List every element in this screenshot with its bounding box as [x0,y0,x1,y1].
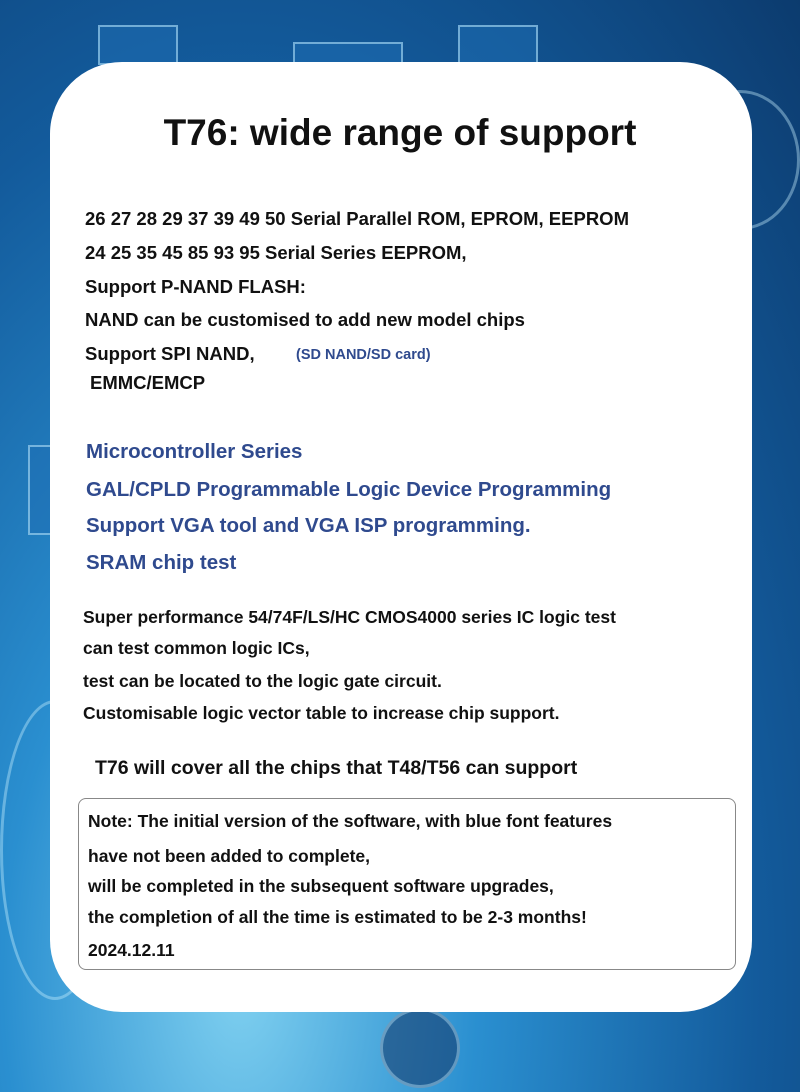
blue-feature: Support VGA tool and VGA ISP programming. [86,514,531,537]
background-screen [28,445,52,535]
page-title: T76: wide range of support [163,112,637,153]
logic-test-line: can test common logic ICs, [83,638,310,658]
note-line: the completion of all the time is estimated to be 2-3 months! [88,907,587,927]
background-user-circle [380,1008,460,1088]
logic-test-line: Customisable logic vector table to increase chip support. [83,703,560,723]
memory-line: 26 27 28 29 37 39 49 50 Serial Parallel ROM, EPROM, EEPROM [85,208,629,229]
blue-feature: GAL/CPLD Programmable Logic Device Programming [86,478,612,501]
note-line: Note: The initial version of the software, with blue font features [88,811,613,831]
logic-test-line: Super performance 54/74F/LS/HC CMOS4000 series IC logic test [83,607,616,627]
note-line: have not been added to complete, [88,846,370,866]
memory-line: Support SPI NAND, [85,343,255,364]
spi-nand-note: (SD NAND/SD card) [296,347,431,363]
memory-line: 24 25 35 45 85 93 95 Serial Series EEPROM, [85,242,467,263]
memory-line: EMMC/EMCP [90,372,206,393]
note-date: 2024.12.11 [88,940,175,960]
blue-feature: Microcontroller Series [86,440,303,463]
blue-feature: SRAM chip test [86,551,237,574]
background-screen [98,25,178,65]
memory-line: Support P-NAND FLASH: [85,276,306,297]
note-line: will be completed in the subsequent software upgrades, [88,876,554,896]
memory-line: NAND can be customised to add new model chips [85,309,525,330]
background-screen [458,25,538,65]
coverage-statement: T76 will cover all the chips that T48/T56 can support [95,757,578,779]
logic-test-line: test can be located to the logic gate circuit. [83,671,442,691]
